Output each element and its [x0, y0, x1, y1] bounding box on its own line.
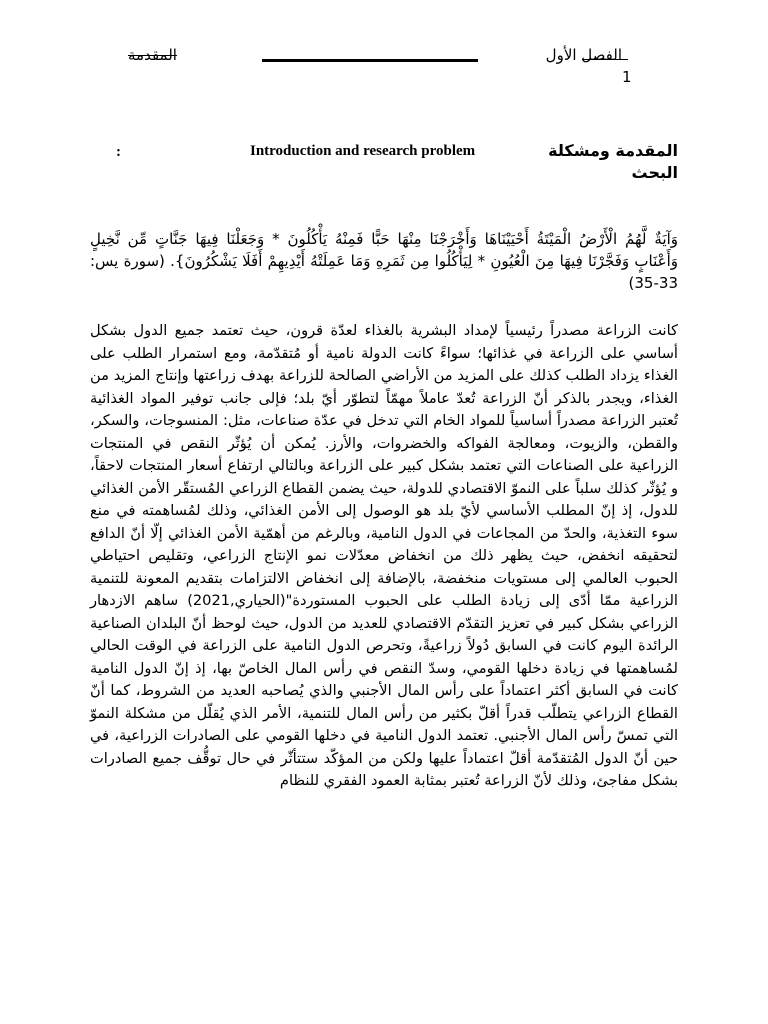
- page-number: 1: [622, 68, 632, 86]
- quran-verse: وَآيَةٌ لَّهُمُ الْأَرْضُ الْمَيْتَةُ أَحْيَيْنَاهَا وَأَخْرَجْنَا مِنْهَا حَبًّا فَمِنْهُ يَأْكُلُونَ * وَجَعَلْنَا فِيهَا جَنَّاتٍ مِّن نَّخِيلٍ وَأَعْنَابٍ وَفَجَّرْنَا فِيهَا مِنَ الْعُيُونِ * لِيَأْكُلُوا مِن ثَمَرِهِ وَمَا عَمِلَتْهُ أَيْدِيهِمْ أَفَلَا يَشْكُرُونَ}. (سورة يس: 33-35): [90, 230, 678, 292]
- heading-english: Introduction and research problem: [250, 143, 476, 159]
- heading-colon: :: [116, 144, 121, 160]
- heading-arabic: المقدمة ومشكلة البحث: [548, 141, 678, 182]
- chapter-label: الفصل الأول: [545, 46, 622, 64]
- header-rule: [262, 59, 478, 62]
- section-label: المقدمة: [128, 46, 177, 64]
- body-paragraph: كانت الزراعة مصدراً رئيسياً لإمداد البشرية بالغذاء لعدّة قرون، حيث تعتمد جميع الدول بشكل أساسي على الزراعة في غذائها؛ سواءً كانت الدولة نامية أو مُتقدّمة، ومع استمرار الطلب على الغذاء يزداد الطلب كذلك على المزيد من الأراضي الصالحة للزراعة بهدف زراعتها وإنتاج المزيد من الغذاء، ويجدر بالذكر أنّ الزراعة تُعدّ عاملاً مهمّاً لتطوّر أيّ بلد؛ فإلى جانب توفير المواد الغذائية تُعتبر الزراعة مصدراً أساسياً للمواد الخام التي تدخل في عدّة صناعات، مثل: المنسوجات، والسكر، والقطن، والزيوت، ومعالجة الفواكه والخضروات، والأرز. يُمكن أن يُؤثّر النقص في المنتجات الزراعية على الصناعات التي تعتمد بشكل كبير على الزراعة وبالتالي ارتفاع أسعار المنتجات لاحقاً، و يُؤثّر كذلك سلباً على النموّ الاقتصادي للدولة، حيث يضمن القطاع الزراعي المُستقّر الأمن الغذائي للدول، إذ إنّ المطلب الأساسي لأيّ بلد هو الوصول إلى الأمن الغذائي، وذلك لمُساهمته في منع سوء التغذية، والحدّ من المجاعات في الدول النامية، وبالرغم من أهمّية الأمن الغذائي إلّا أنّ الدافع لتحقيقه انخفض، حيث يظهر ذلك من انخفاض معدّلات نمو الإنتاج الزراعي، وتقليص احتياطي الحبوب العالمي إلى مستويات منخفضة، بالإضافة إلى انخفاض الالتزامات بتقديم المعونة للتنمية الزراعية ممّا أدّى إلى زيادة الطلب على الحبوب المستوردة"(الحياري,2021) ساهم الازدهار الزراعي بشكل كبير في تعزيز التقدّم الاقتصادي للعديد من الدول، حيث لوحظ أنّ البلدان الصناعية الرائدة اليوم كانت في السابق دُولاً زراعيةً، وتحرص الدول النامية على الزراعة في الوقت الحالي لمُساهمتها في زيادة دخلها القومي، وسدّ النقص في رأس المال الخاصّ بها، إذ إنّ الدول النامية كانت في السابق أكثر اعتماداً على رأس المال الأجنبي والذي يُصاحبه العديد من الشروط، كما أنّ القطاع الزراعي يتطلّب قدراً أقلّ بكثير من رأس المال للتنمية، الأمر الذي يُقلّل من مشكلة النموّ التي تمسّ رأس المال الأجنبي. تعتمد الدول النامية في دخلها القومي على الصادرات الزراعية، في حين أنّ الدول المُتقدّمة أقلّ اعتماداً عليها ولكن من المؤكّد ستتأثّر في حال توقُّف جميع الصادرات بشكل مفاجئ، وذلك لأنّ الزراعة تُعتبر بمثابة العمود الفقري للنظام: [90, 322, 678, 789]
- header-short-rule: [582, 59, 628, 60]
